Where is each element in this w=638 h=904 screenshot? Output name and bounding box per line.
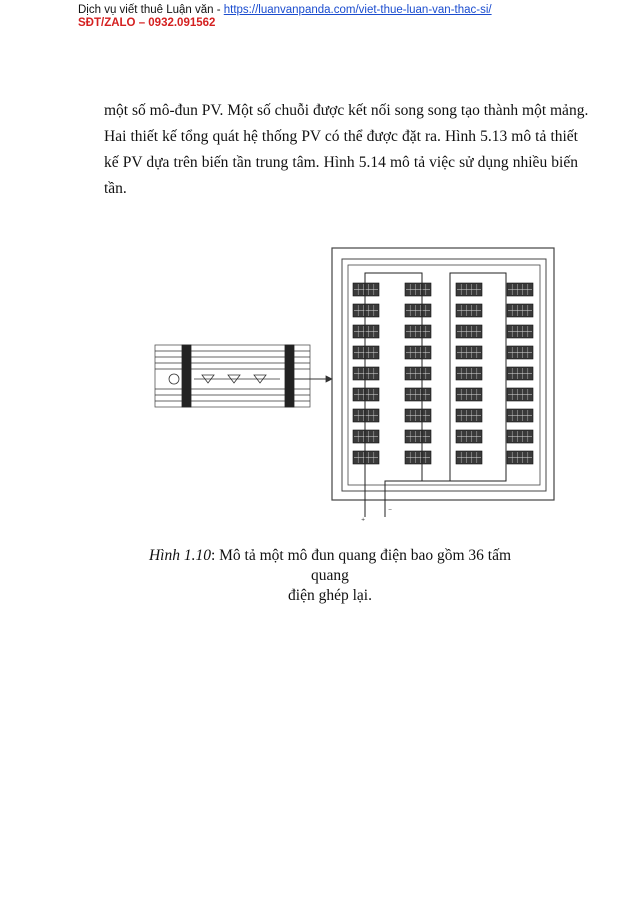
header-link[interactable]: https://luanvanpanda.com/viet-thue-luan-van-thac-si/	[223, 4, 492, 16]
header-line-1	[78, 4, 492, 17]
pv-cell	[353, 304, 379, 317]
page-header	[78, 4, 492, 30]
pv-cell	[507, 283, 533, 296]
figure-caption	[130, 546, 530, 606]
pv-cell	[456, 283, 482, 296]
pv-cell	[507, 451, 533, 464]
pv-cell	[507, 325, 533, 338]
pv-cell	[507, 367, 533, 380]
pv-cell	[353, 325, 379, 338]
pv-cell	[456, 325, 482, 338]
pv-cell	[353, 283, 379, 296]
pv-cell	[405, 388, 431, 401]
pv-cell	[353, 367, 379, 380]
header-contact: SĐT/ZALO – 0932.091562	[78, 17, 216, 29]
svg-text:+: +	[361, 517, 366, 523]
pv-cell	[353, 346, 379, 359]
pv-cell	[405, 409, 431, 422]
pv-cell	[405, 346, 431, 359]
pv-cell	[507, 346, 533, 359]
pv-cell	[353, 388, 379, 401]
caption-text-1: Mô tả một mô đun quang điện bao gồm 36 tấm quang	[219, 547, 512, 584]
pv-cell	[456, 388, 482, 401]
pv-cell	[405, 304, 431, 317]
paragraph-line: Hai thiết kế tổng quát hệ thống PV có thể được đặt ra. Hình 5.13 mô tả thiết	[104, 128, 578, 145]
pv-cell	[456, 430, 482, 443]
pv-cell	[405, 430, 431, 443]
pv-cell	[456, 451, 482, 464]
caption-text-2: điện ghép lại.	[288, 587, 372, 604]
pv-cell	[507, 409, 533, 422]
body-paragraph	[104, 98, 589, 202]
pv-cell	[405, 451, 431, 464]
pv-cell	[456, 346, 482, 359]
pv-cell	[456, 304, 482, 317]
pv-cell	[405, 367, 431, 380]
cell-detail-diagram	[155, 345, 332, 407]
caption-separator: :	[210, 547, 220, 564]
pv-cell	[353, 451, 379, 464]
pv-cell	[456, 367, 482, 380]
pv-cell	[405, 325, 431, 338]
string-wiring	[365, 273, 506, 517]
caption-label: Hình 1.10	[148, 547, 211, 564]
pv-cell	[456, 409, 482, 422]
header-prefix: Dịch vụ viết thuê Luận văn -	[78, 4, 224, 16]
paragraph-line: tần.	[104, 180, 127, 197]
pv-cell	[353, 430, 379, 443]
pv-cell	[507, 388, 533, 401]
pv-cell	[507, 430, 533, 443]
svg-text:−: −	[388, 507, 393, 513]
paragraph-line: một số mô-đun PV. Một số chuỗi được kết nối song song tạo thành một mảng.	[104, 102, 589, 119]
pv-cell	[507, 304, 533, 317]
pv-module-figure	[150, 245, 560, 525]
pv-cell	[353, 409, 379, 422]
pv-cell	[405, 283, 431, 296]
paragraph-line: kế PV dựa trên biến tần trung tâm. Hình 5.14 mô tả việc sử dụng nhiều biến	[104, 154, 578, 171]
